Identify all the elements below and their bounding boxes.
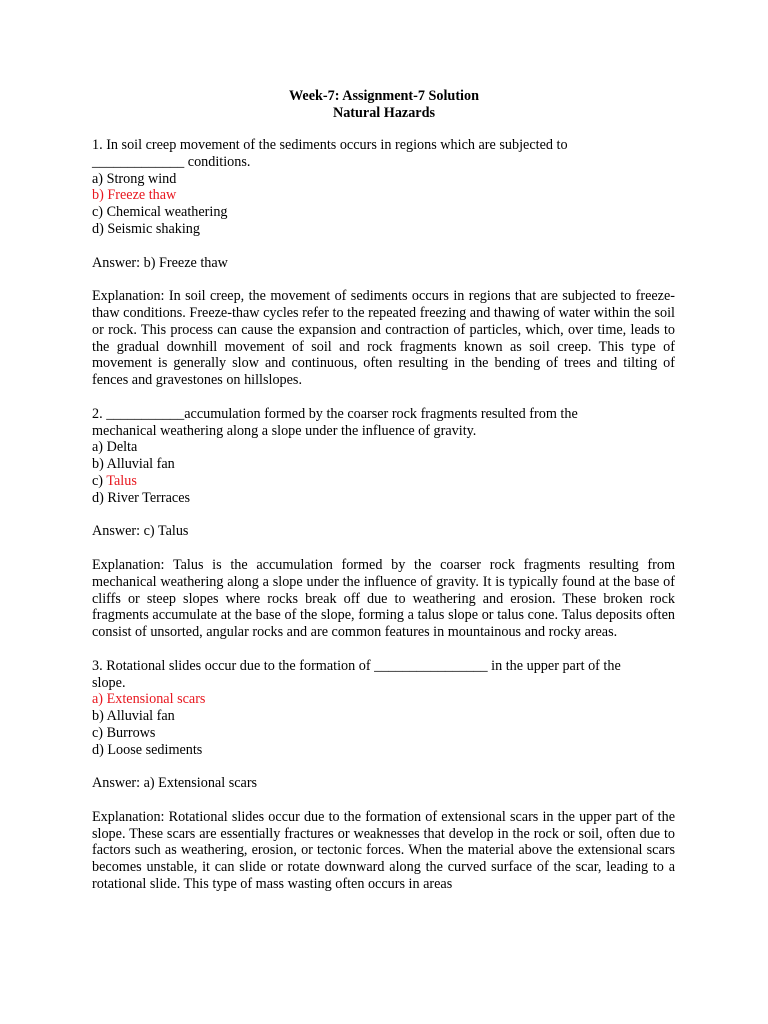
explanation-text: Explanation: Rotational slides occur due to the formation of extensional scars in the upper part of the slope. These scars are essentially fractures or weaknesses that develop in the rock or soil, often due to factors such as weathering, erosion, or tectonic forces. When the material above the extensional scars becomes unstable, it can slide or rotate downward along the curved surface of the scar, leading to a rotational slide. This type of mass wasting often occurs in areas bbox=[92, 808, 675, 893]
option-list bbox=[92, 171, 675, 238]
option-item: a) Strong wind bbox=[92, 170, 177, 187]
option-item: b) Alluvial fan bbox=[92, 708, 175, 725]
question-line: 1. In soil creep movement of the sediments occurs in regions which are subjected to bbox=[92, 137, 568, 153]
option-item: d) Seismic shaking bbox=[92, 220, 200, 237]
answer-text: Answer: c) Talus bbox=[92, 523, 189, 540]
option-item: d) Loose sediments bbox=[92, 741, 203, 758]
answer-text: Answer: a) Extensional scars bbox=[92, 775, 258, 792]
question-line: mechanical weathering along a slope under the influence of gravity. bbox=[92, 422, 477, 439]
question-line: 3. Rotational slides occur due to the formation of ________________ in the upper part of the bbox=[92, 657, 621, 674]
option-list bbox=[92, 439, 675, 506]
option-item: d) River Terraces bbox=[92, 489, 191, 506]
explanation-text: Explanation: Talus is the accumulation formed by the coarser rock fragments resulting from mechanical weathering along a slope under the influence of gravity. It is typically found at the base of cliffs or steep slopes where rocks break off due to weathering and erosion. These broken rock fragments accumulate at the base of the slope, forming a talus slope or talus cone. Talus deposits often consist of unsorted, angular rocks and are common features in mountainous and rocky areas. bbox=[92, 556, 675, 641]
question-block bbox=[92, 406, 675, 658]
question-block bbox=[92, 658, 675, 893]
question-text bbox=[92, 137, 675, 171]
page-title: Week-7: Assignment-7 Solution bbox=[289, 88, 479, 104]
option-item: c) Talus bbox=[92, 472, 137, 489]
question-block bbox=[92, 137, 675, 406]
question-line: 2. ___________accumulation formed by the coarser rock fragments resulted from the bbox=[92, 405, 578, 422]
option-item: a) Delta bbox=[92, 439, 138, 456]
answer-text: Answer: b) Freeze thaw bbox=[92, 254, 228, 271]
explanation-text: Explanation: In soil creep, the movement of sediments occurs in regions that are subjected to freeze-thaw conditions. Freeze-thaw cycles refer to the repeated freezing and thawing of water within the soil or rock. This process can cause the expansion and contraction of particles, which, over time, leads to the gradual downhill movement of soil and rock fragments known as soil creep. This type of movement is generally slow and continuous, often resulting in the bending of trees and tilting of fences and gravestones on hillslopes. bbox=[92, 288, 675, 389]
option-list bbox=[92, 691, 675, 758]
option-item: b) Freeze thaw bbox=[92, 187, 177, 204]
question-list bbox=[92, 137, 675, 893]
question-line: _____________ conditions. bbox=[92, 153, 251, 170]
option-item: a) Extensional scars bbox=[92, 691, 206, 708]
option-item: c) Chemical weathering bbox=[92, 204, 228, 221]
option-item: c) Burrows bbox=[92, 724, 156, 741]
page-subtitle: Natural Hazards bbox=[332, 105, 436, 121]
question-line: slope. bbox=[92, 674, 126, 691]
option-item: b) Alluvial fan bbox=[92, 456, 175, 473]
question-text bbox=[92, 658, 675, 692]
question-text bbox=[92, 406, 675, 440]
